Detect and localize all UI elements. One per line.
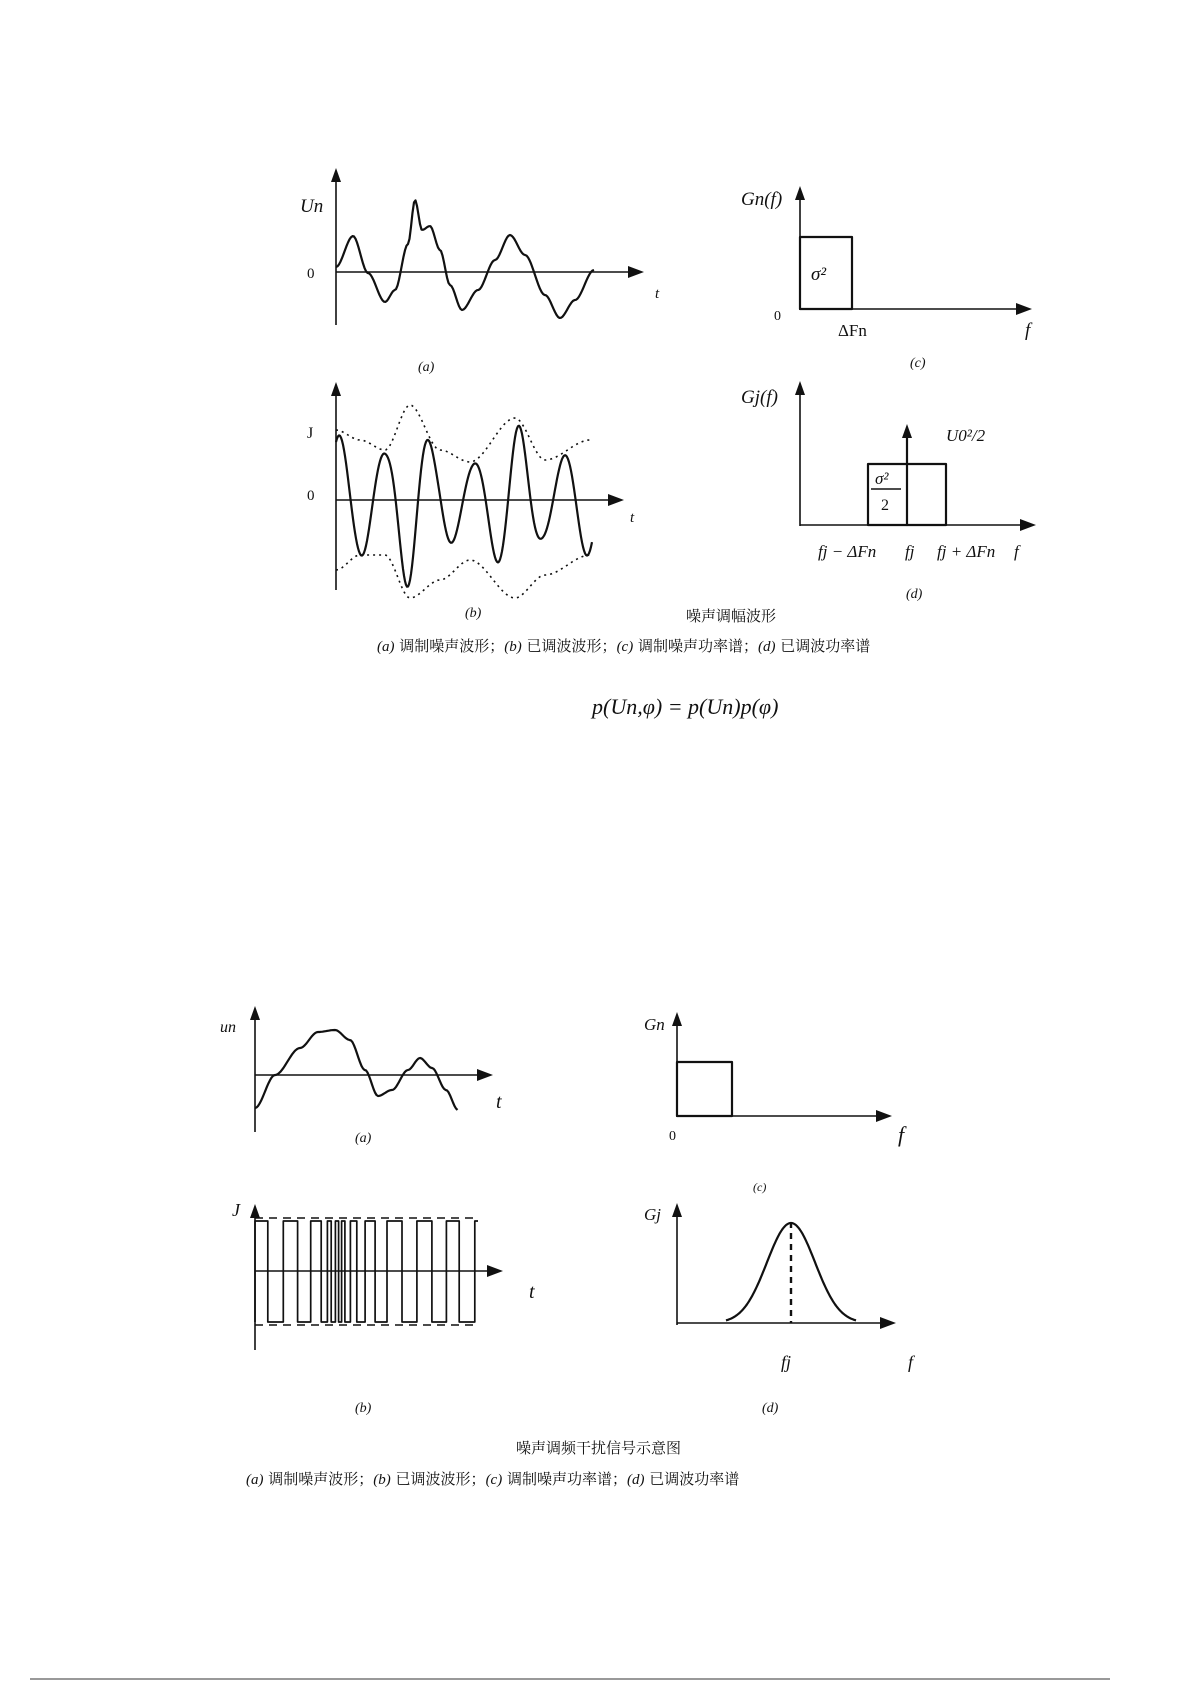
fig1c-x-label: f — [1025, 320, 1031, 341]
fig1a-noise-waveform — [336, 200, 594, 318]
fig2b-x-label: t — [529, 1281, 535, 1303]
fig2-panel-a — [220, 1006, 502, 1146]
fig2a-x-arrowhead — [477, 1069, 493, 1081]
fig1d-impulse-label: U0²/2 — [946, 426, 986, 445]
fig1a-y-arrowhead — [331, 168, 341, 182]
figure1 — [300, 168, 1036, 655]
fig2-title: 噪声调频干扰信号示意图 — [516, 1439, 682, 1457]
fig2a-tag: (a) — [355, 1131, 372, 1146]
fig1d-box-label-den: 2 — [881, 497, 889, 514]
fig2b-x-arrowhead — [487, 1265, 503, 1277]
fig1a-zero-label: 0 — [307, 266, 315, 282]
fig1d-tag: (d) — [906, 587, 923, 602]
fig2-panel-c — [644, 1012, 907, 1194]
fig1d-y-label: Gj(f) — [741, 387, 778, 408]
figure2 — [220, 1006, 916, 1488]
fig2c-y-arrowhead — [672, 1012, 682, 1026]
fig1c-zero-label: 0 — [774, 309, 781, 324]
fig1b-y-arrowhead — [331, 382, 341, 396]
fig1-panel-d — [741, 381, 1036, 602]
fig1a-x-arrowhead — [628, 266, 644, 278]
fig2c-spectrum-box — [677, 1062, 732, 1116]
fig1-caption: (a) 调制噪声波形；(b) 已调波波形；(c) 调制噪声功率谱；(d) 已调波功率谱 — [377, 637, 871, 655]
fig1-panel-a — [300, 168, 660, 375]
fig1d-tick-left: fj − ΔFn — [818, 542, 877, 561]
fig2d-tick-label: fj — [781, 1352, 792, 1372]
fig2a-noise-waveform — [255, 1030, 458, 1110]
fig1d-y-arrowhead — [795, 381, 805, 395]
fig1a-x-label: t — [655, 286, 660, 302]
fig1c-y-arrowhead — [795, 186, 805, 200]
fig2c-tag: (c) — [753, 1180, 767, 1194]
fig1a-tag: (a) — [418, 360, 435, 375]
fig2c-y-label: Gn — [644, 1015, 665, 1034]
fig2b-j-label: J — [232, 1200, 240, 1220]
fig2b-y-arrowhead — [250, 1204, 260, 1218]
fig1b-j-label: J — [307, 425, 314, 442]
fig1a-y-label: Un — [300, 196, 324, 217]
fig2-panel-b — [232, 1200, 535, 1416]
fig1b-lower-envelope — [336, 555, 592, 598]
fig1c-x-arrowhead — [1016, 303, 1032, 315]
fig2d-x-label: f — [908, 1352, 914, 1372]
fig2d-y-label: Gj — [644, 1205, 661, 1224]
fig1d-box-label-num: σ² — [875, 469, 889, 488]
fig1-panel-c — [741, 186, 1033, 371]
fig1c-tag: (c) — [910, 356, 926, 371]
fig2-caption: (a) 调制噪声波形；(b) 已调波波形；(c) 调制噪声功率谱；(d) 已调波功率谱 — [246, 1470, 740, 1488]
fig1c-tick-label: ΔFn — [838, 321, 867, 340]
fig2d-tag: (d) — [762, 1401, 779, 1416]
fig1b-am-waveform — [336, 426, 592, 587]
fig2d-x-arrowhead — [880, 1317, 896, 1329]
fig2c-x-arrowhead — [876, 1110, 892, 1122]
fig2a-y-arrowhead — [250, 1006, 260, 1020]
fig2a-x-label: t — [496, 1091, 502, 1113]
fig1b-zero-label: 0 — [307, 488, 315, 504]
fig1-panel-b — [307, 382, 635, 621]
fig1c-box-label: σ² — [811, 264, 827, 285]
fig1-title: 噪声调幅波形 — [686, 607, 777, 625]
fig1b-x-arrowhead — [608, 494, 624, 506]
fig1b-tag: (b) — [465, 606, 482, 621]
fig2d-y-arrowhead — [672, 1203, 682, 1217]
formula: p(Un,φ) = p(Un)p(φ) — [592, 694, 779, 719]
fig1d-tick-right: fj + ΔFn — [937, 542, 996, 561]
fig1d-tick-mid: fj — [905, 542, 915, 561]
fig1c-y-label: Gn(f) — [741, 189, 783, 210]
fig2a-y-label: un — [220, 1019, 236, 1036]
fig2-panel-d — [644, 1203, 916, 1416]
fig2b-tag: (b) — [355, 1401, 372, 1416]
fig1b-x-label: t — [630, 510, 635, 526]
fig1d-x-label: f — [1014, 542, 1019, 561]
fig2c-zero-label: 0 — [669, 1129, 676, 1144]
fig1d-x-arrowhead — [1020, 519, 1036, 531]
fig2c-x-label: f — [898, 1122, 905, 1147]
fig1b-upper-envelope — [336, 405, 592, 462]
fig1d-impulse-arrowhead — [902, 424, 912, 438]
